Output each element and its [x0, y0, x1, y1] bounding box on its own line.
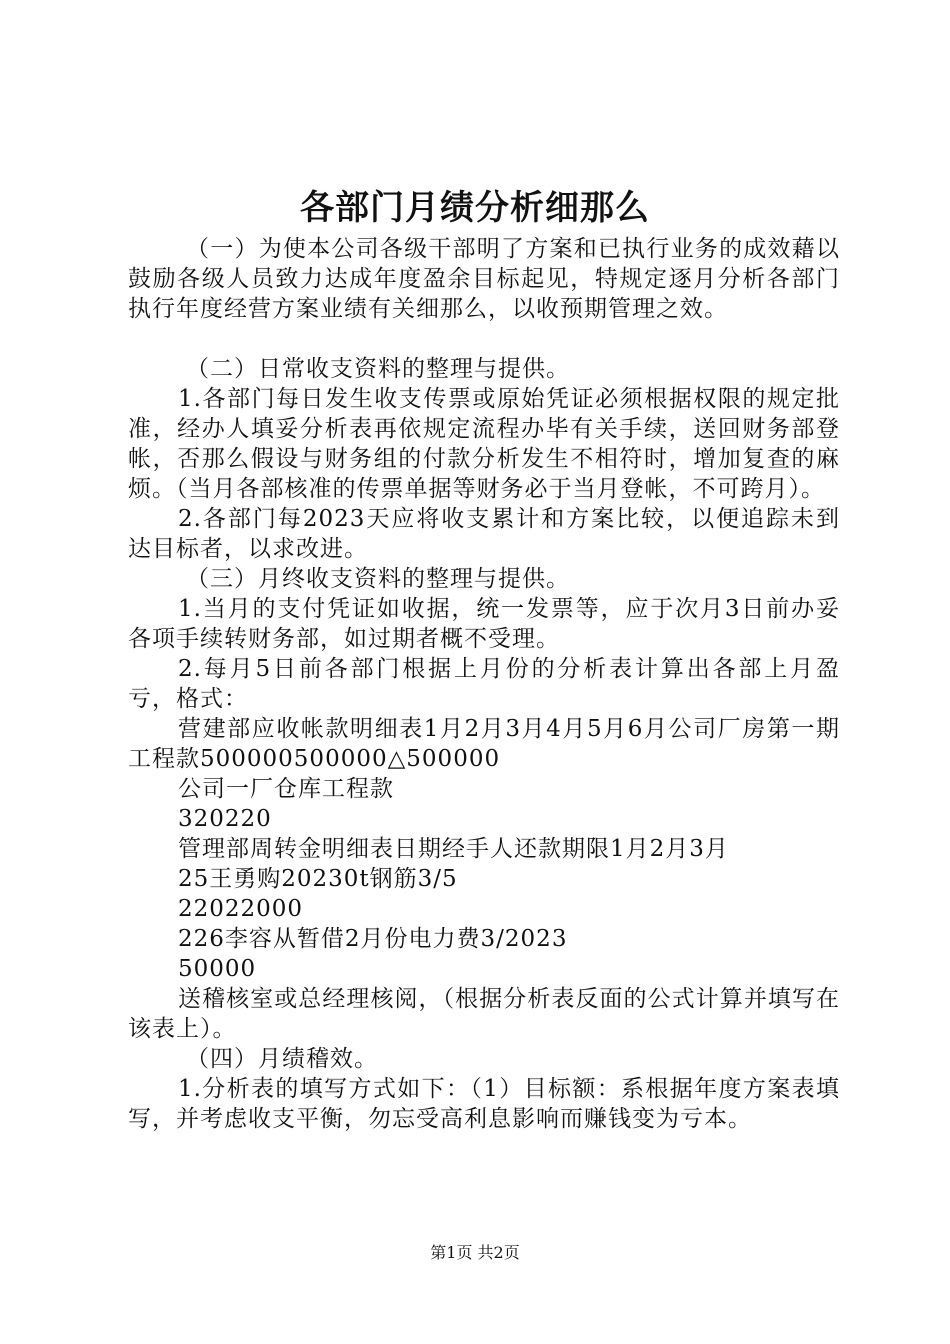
table-text-management: 管理部周转金明细表日期经手人还款期限1月2月3月	[178, 836, 729, 862]
table-text-amount-2: 22022000	[178, 896, 304, 922]
table-text-amount-1: 320220	[178, 806, 272, 832]
paragraph-monthly-2: 2.每月5日前各部门根据上月份的分析表计算出各部上月盈亏，格式：	[128, 656, 840, 712]
paragraph-purpose: （一）为使本公司各级干部明了方案和已执行业务的成效藉以鼓励各级人员致力达成年度盈余目标起见，特规定逐月分析各部门执行年度经营方案业绩有关细那么，以收预期管理之效。	[128, 236, 840, 322]
table-text-warehouse: 公司一厂仓库工程款	[178, 776, 394, 802]
table-text-amount-3: 50000	[178, 956, 257, 982]
section-heading-monthly: （三）月终收支资料的整理与提供。	[186, 566, 570, 592]
document-body	[128, 234, 840, 1134]
paragraph-review: 送稽核室或总经理核阅，（根据分析表反面的公式计算并填写在该表上）。	[128, 986, 840, 1042]
table-text-row-2: 226李容从暂借2月份电力费3/2023	[178, 926, 568, 952]
paragraph-monthly-1: 1.当月的支付凭证如收据，统一发票等，应于次月3日前办妥各项手续转财务部，如过期者概不受理。	[128, 596, 840, 652]
section-heading-performance: （四）月绩稽效。	[186, 1046, 378, 1072]
section-heading-daily: （二）日常收支资料的整理与提供。	[186, 356, 570, 382]
paragraph-daily-1: 1.各部门每日发生收支传票或原始凭证必须根据权限的规定批准，经办人填妥分析表再依规定流程办毕有关手续，送回财务部登帐，否那么假设与财务组的付款分析发生不相符时，增加复查的麻烦。（当月各部核准的传票单据等财务必于当月登帐，不可跨月）。	[128, 386, 840, 502]
paragraph-performance-1: 1.分析表的填写方式如下：（1）目标额：系根据年度方案表填写，并考虑收支平衡，勿忘受高利息影响而赚钱变为亏本。	[128, 1076, 840, 1132]
table-text-row-1: 25王勇购20230t钢筋3/5	[178, 866, 458, 892]
paragraph-spacer	[128, 324, 840, 354]
paragraph-daily-2: 2.各部门每2023天应将收支累计和方案比较，以便追踪未到达目标者，以求改进。	[128, 506, 840, 562]
document-title: 各部门月绩分析细那么	[300, 188, 650, 228]
page-footer: 第1页 共2页	[430, 1243, 520, 1262]
table-text-construction: 营建部应收帐款明细表1月2月3月4月5月6月公司厂房第一期工程款500000500000△500000	[128, 716, 840, 772]
